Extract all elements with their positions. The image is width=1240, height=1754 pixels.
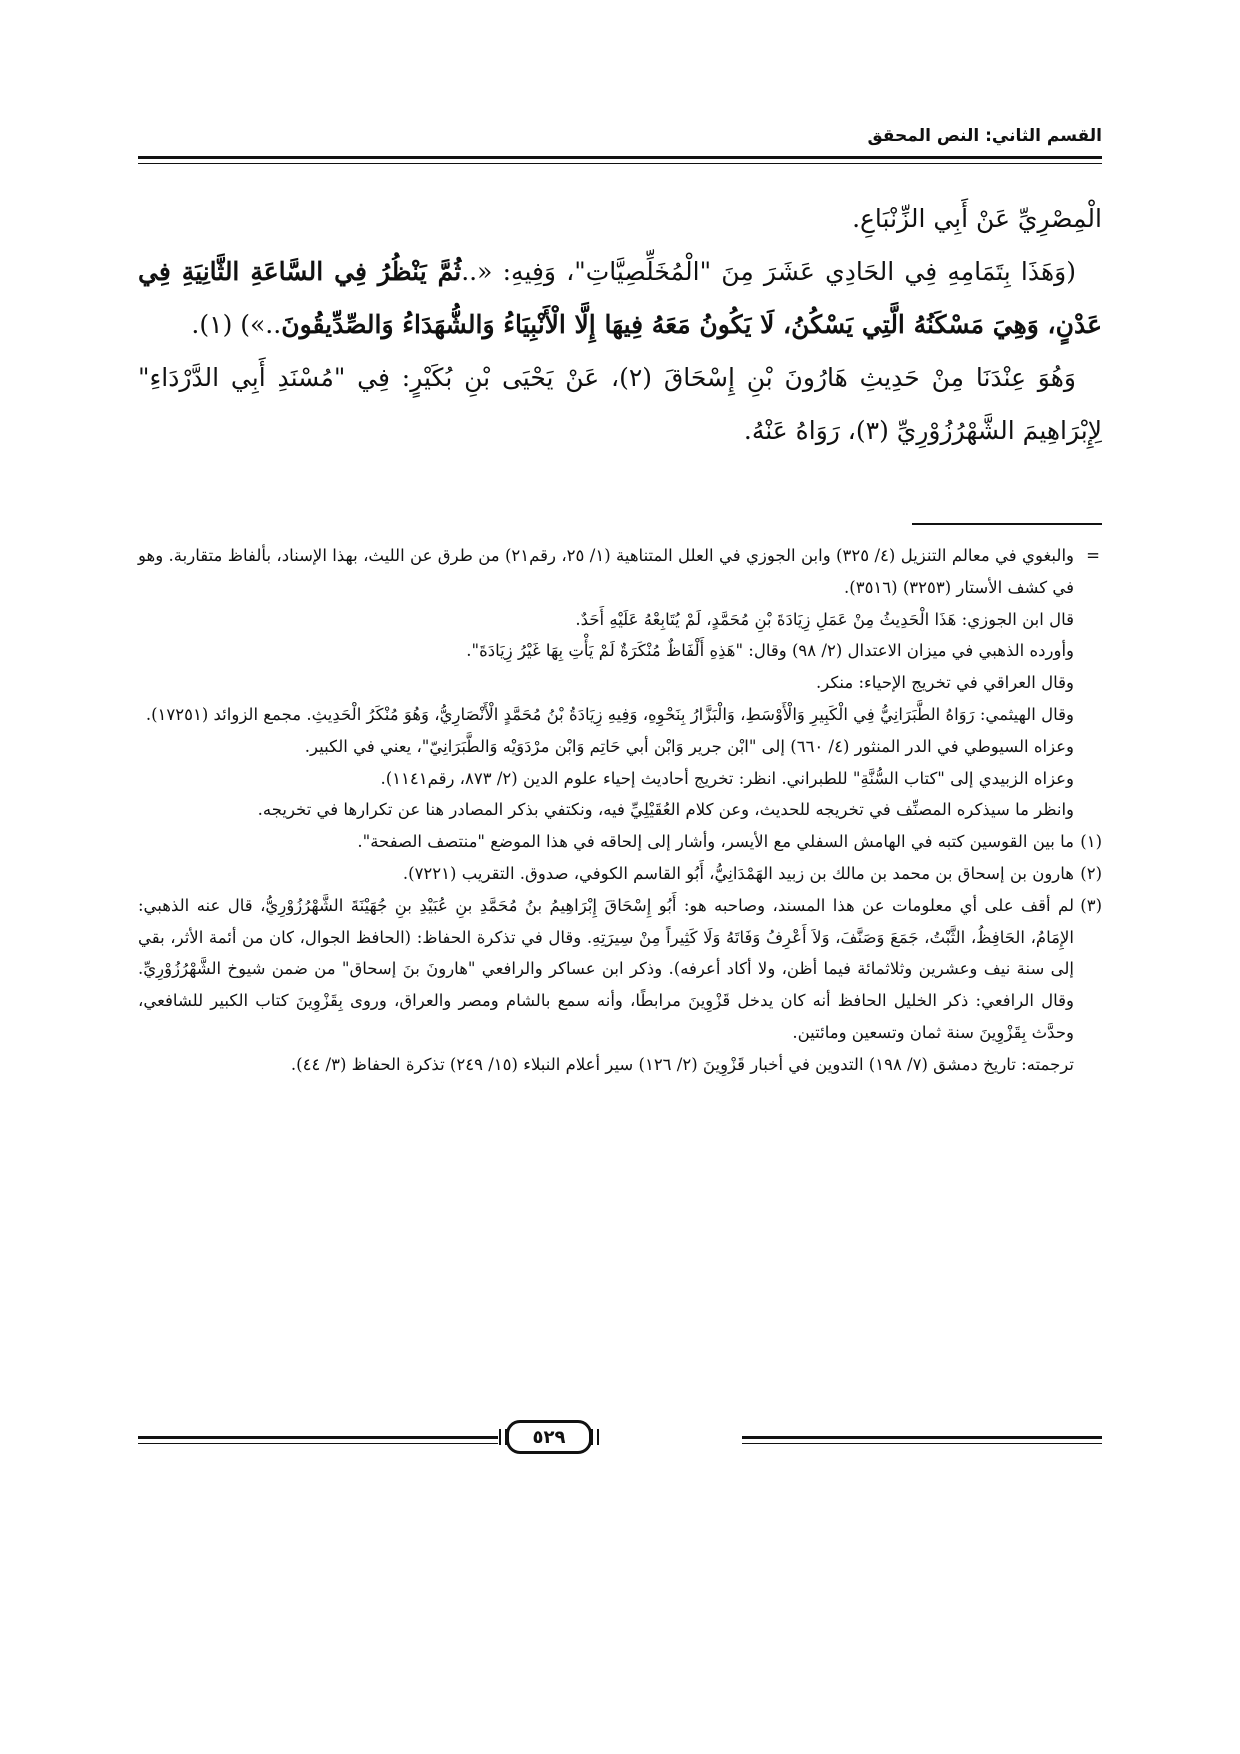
- footnote-continued-line: وعزاه الزبيدي إلى "كتاب السُّنَّةِ" للطبراني. انظر: تخريج أحاديث إحياء علوم الدين (٢/ ٨٧٣، رقم١١٤١).: [380, 768, 1074, 788]
- main-paragraph-2: [138, 245, 1102, 351]
- footnote-continued-line: وقال العراقي في تخريج الإحياء: منكر.: [815, 673, 1074, 693]
- footnote-3-number: (٣): [1080, 895, 1102, 915]
- footnote-2: [138, 858, 1102, 890]
- page-number-text: ٥٢٩: [532, 1426, 566, 1448]
- main-para2-end: ..») (١).: [191, 310, 282, 339]
- footnote-2-text: هارون بن إسحاق بن محمد بن مالك بن زبيد الهَمْدَانِيُّ، أَبُو القاسم الكوفي، صدوق. التقريب (٧٢٢١).: [402, 863, 1074, 883]
- main-paragraph-3: وَهُوَ عِنْدَنَا مِنْ حَدِيثِ هَارُونَ بْنِ إِسْحَاقَ (٢)، عَنْ يَحْيَى بْنِ بُكَيْرٍ: فِي "مُسْنَدِ أَبِي الدَّرْدَاءِ" لِإِبْرَاهِيمَ الشَّهْرُزُوْرِيِّ (٣)، رَوَاهُ عَنْهُ.: [138, 363, 1102, 445]
- footnote-continued-line: وانظر ما سيذكره المصنِّف في تخريجه للحديث، وعن كلام العُقَيْلِيِّ فيه، ونكتفي بذكر المصادر هنا عن تكرارها في تخريجه.: [257, 800, 1074, 820]
- header-rule-thick: [138, 156, 1102, 159]
- main-text: [138, 192, 1102, 457]
- footer-rule-right-thin: [742, 1443, 1102, 1444]
- footnote-text: والبغوي في معالم التنزيل (٤/ ٣٢٥) وابن الجوزي في العلل المتناهية (١/ ٢٥، رقم٢١) من طرق عن الليث، بهذا الإسناد، بألفاظ متقاربة. وهو في كشف الأستار (٣٢٥٣) (٣٥١٦).: [138, 546, 1074, 597]
- footnote-continued-line: [138, 540, 1102, 604]
- page-number: [506, 1420, 592, 1454]
- footnote-1: [138, 826, 1102, 858]
- footnote-2-number: (٢): [1080, 863, 1102, 883]
- footer-rule-left: [138, 1436, 498, 1439]
- footnote-continued-line: قال ابن الجوزي: هَذَا الْحَدِيثُ مِنْ عَمَلِ زِيَادَةَ بْنِ مُحَمَّدٍ، لَمْ يُتَابِعْهُ عَلَيْهِ أَحَدٌ.: [575, 609, 1074, 629]
- main-line-1: الْمِصْرِيِّ عَنْ أَبِي الزِّنْبَاعِ.: [852, 204, 1102, 233]
- page-header-title: القسم الثاني: النص المحقق: [867, 126, 1102, 146]
- footnote-3-translation: ترجمته: تاريخ دمشق (٧/ ١٩٨) التدوين في أخبار قَزْوِينَ (٢/ ١٢٦) سير أعلام النبلاء (١٥/ ٢٤٩) تذكرة الحفاظ (٣/ ٤٤).: [290, 1054, 1074, 1074]
- footer-rule-left-thin: [138, 1443, 498, 1444]
- footnote-continued-line: وأورده الذهبي في ميزان الاعتدال (٢/ ٩٨) وقال: "هَذِهِ أَلْفَاظٌ مُنْكَرَةٌ لَمْ يَأْتِ بِهَا غَيْرُ زِيَادَةَ".: [466, 641, 1074, 661]
- footer-rule-right: [742, 1436, 1102, 1439]
- footnote-1-text: ما بين القوسين كتبه في الهامش السفلي مع الأيسر، وأشار إلى إلحاقه في هذا الموضع "منتصف الصفحة".: [357, 832, 1074, 852]
- footnote-continued-line: وعزاه السيوطي في الدر المنثور (٤/ ٦٦٠) إلى "ابْن جرير وَابْن أبي حَاتِم وَابْن مرْدَوَيْه وَالطَّبَرَانِيّ"، يعني في الكبير.: [304, 736, 1074, 756]
- footnote-1-number: (١): [1080, 832, 1102, 852]
- footnote-3-text: لم أقف على أي معلومات عن هذا المسند، وصاحبه هو: أَبُو إِسْحَاقَ إِبْرَاهِيمُ بنُ مُحَمَّدِ بنِ عُبَيْدِ بنِ جُهَيْنَةَ الشَّهْرُزُوْرِيُّ، قال عنه الذهبي: الإِمَامُ، الحَافِظُ، الثَّبْتُ، جَمَعَ وَصَنَّفَ، وَلاَ أَعْرِفُ وَفَاتَهُ وَلَا كَثِيراً مِنْ سِيرَتِهِ. وقال في تذكرة الحفاظ: (الحافظ الجوال، كان من أئمة الأثر، بقي إلى سنة نيف وعشرين وثلاثمائة فيما أظن، ولا أكاد أعرفه). وذكر ابن عساكر والرافعي "هارونَ بنَ إسحاق" من ضمن شيوخ الشَّهْرُزُوْرِيِّ. وقال الرافعي: ذكر الخليل الحافظ أنه كان يدخل قَزْوِينَ مرابطًا، وأنه سمع بالشام ومصر والعراق، وروى بِقَزْوِينَ كتاب الكبير للشافعي، وحدَّث بِقَزْوِينَ سنة ثمان وتسعين ومائتين.: [138, 895, 1074, 1042]
- continuation-mark: =: [1086, 546, 1100, 565]
- footnotes: [138, 540, 1102, 1081]
- main-para2-bold: ثُمَّ يَنْظُرُ فِي السَّاعَةِ الثَّانِيَةِ فِي عَدْنٍ، وَهِيَ مَسْكَنُهُ الَّتِي يَسْكُنُ، لَا يَكُونُ مَعَهُ فِيهَا إِلَّا الْأَنْبِيَاءُ وَالشُّهَدَاءُ وَالصِّدِّيقُونَ: [138, 257, 1102, 339]
- main-para2-plain: (وَهَذَا بِتَمَامِهِ فِي الحَادِي عَشَرَ مِنَ "الْمُخَلِّصِيَّاتِ"، وَفِيهِ: «..: [461, 257, 1076, 286]
- header-rule-thin: [138, 163, 1102, 164]
- footnote-continued-line: وقال الهيثمي: رَوَاهُ الطَّبَرَانِيُّ فِي الْكَبِيرِ وَالْأَوْسَطِ، وَالْبَزَّارُ بِنَحْوِهِ، وَفِيهِ زِيَادَةُ بْنُ مُحَمَّدٍ الْأَنْصَارِيُّ، وَهُوَ مُنْكَرُ الْحَدِيثِ. مجمع الزوائد (١٧٢٥١).: [145, 704, 1074, 724]
- footnote-3: [138, 890, 1102, 1049]
- footnote-separator: [912, 523, 1102, 525]
